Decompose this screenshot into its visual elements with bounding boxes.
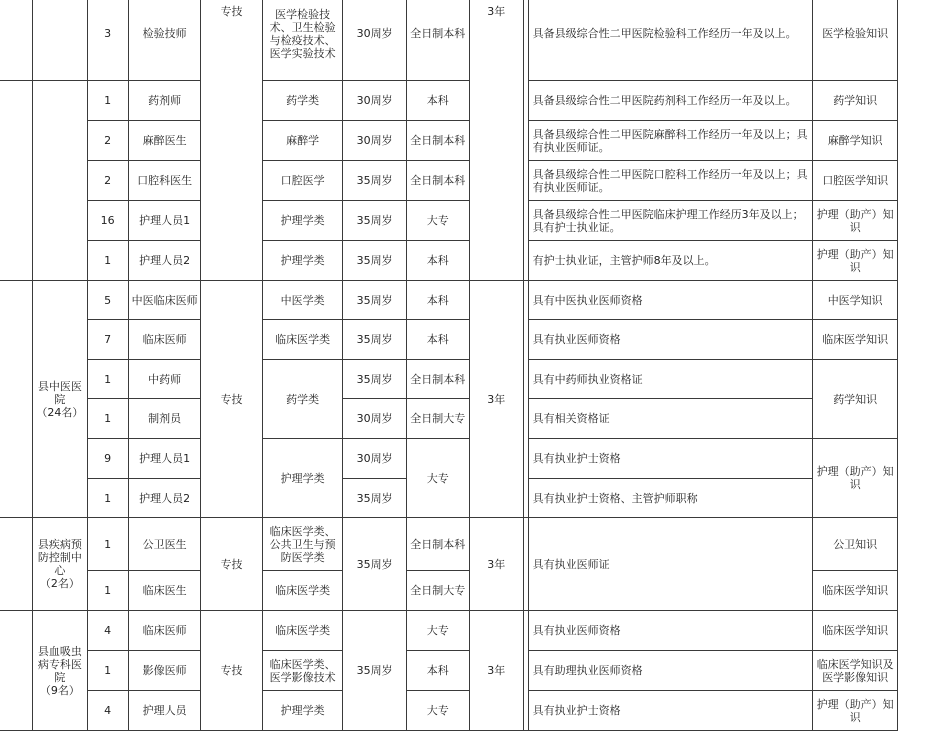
education-cell: 全日制大专 [406, 399, 469, 439]
requirement-cell: 具备县级综合性二甲医院药剂科工作经历一年及以上。 [528, 81, 813, 121]
count-cell: 5 [87, 281, 128, 320]
education-cell: 本科 [406, 241, 469, 281]
major-cell: 临床医学类、医学影像技术 [262, 651, 343, 691]
major-cell: 护理学类 [262, 201, 343, 241]
education-cell: 本科 [406, 320, 469, 360]
position-cell: 影像医师 [128, 651, 201, 691]
age-cell: 30周岁 [343, 121, 406, 161]
table-row [0, 399, 898, 439]
requirement-cell: 具备县级综合性二甲医院临床护理工作经历3年及以上；具有护士执业证。 [528, 201, 813, 241]
serial-number-cell [0, 518, 33, 611]
exam-content-cell: 口腔医学知识 [813, 161, 898, 201]
post-type-cell: 专技 [201, 611, 262, 731]
post-type-cell: 专技 [201, 0, 262, 281]
age-cell: 30周岁 [343, 0, 406, 81]
table-row [0, 0, 898, 81]
count-cell: 1 [87, 571, 128, 611]
position-cell: 护理人员2 [128, 479, 201, 518]
age-cell: 35周岁 [343, 479, 406, 518]
count-cell: 1 [87, 651, 128, 691]
exam-content-cell: 护理（助产）知识 [813, 439, 898, 518]
unit-name: 县血吸虫病专科医院 [37, 644, 82, 684]
table-row [0, 201, 898, 241]
unit-quota: （2名） [39, 577, 80, 590]
exam-content-cell: 临床医学知识及医学影像知识 [813, 651, 898, 691]
position-cell: 护理人员 [128, 691, 201, 731]
major-cell: 药学类 [262, 360, 343, 439]
age-cell: 30周岁 [343, 81, 406, 121]
count-cell: 4 [87, 691, 128, 731]
position-cell: 护理人员1 [128, 201, 201, 241]
major-cell: 临床医学类 [262, 611, 343, 651]
education-cell: 大专 [406, 611, 469, 651]
exam-content-cell: 中医学知识 [813, 281, 898, 320]
exam-content-cell: 麻醉学知识 [813, 121, 898, 161]
exam-content-cell: 临床医学知识 [813, 611, 898, 651]
position-cell: 制剂员 [128, 399, 201, 439]
education-cell: 本科 [406, 81, 469, 121]
exam-content-cell: 护理（助产）知识 [813, 691, 898, 731]
count-cell: 1 [87, 241, 128, 281]
requirement-cell: 具有助理执业医师资格 [528, 651, 813, 691]
position-cell: 检验技师 [128, 0, 201, 81]
education-cell: 大专 [406, 201, 469, 241]
requirement-cell: 具有中药师执业资格证 [528, 360, 813, 399]
requirement-cell: 具备县级综合性二甲医院口腔科工作经历一年及以上；具有执业医师证。 [528, 161, 813, 201]
age-cell: 35周岁 [343, 201, 406, 241]
table-row [0, 161, 898, 201]
serial-number-cell [0, 611, 33, 731]
major-cell: 临床医学类、公共卫生与预防医学类 [262, 518, 343, 571]
major-cell: 护理学类 [262, 241, 343, 281]
requirement-cell: 具有中医执业医师资格 [528, 281, 813, 320]
position-cell: 临床医师 [128, 320, 201, 360]
position-cell: 药剂师 [128, 81, 201, 121]
requirement-cell: 有护士执业证，主管护师8年及以上。 [528, 241, 813, 281]
age-cell: 35周岁 [343, 320, 406, 360]
position-cell: 护理人员1 [128, 439, 201, 479]
exam-content-cell: 护理（助产）知识 [813, 201, 898, 241]
education-cell: 全日制本科 [406, 121, 469, 161]
unit-name: 县疾病预防控制中心 [37, 538, 82, 577]
age-cell: 35周岁 [343, 360, 406, 399]
position-cell: 护理人员2 [128, 241, 201, 281]
major-cell: 医学检验技术、卫生检验与检疫技术、医学实验技术 [262, 0, 343, 81]
education-cell: 本科 [406, 281, 469, 320]
exam-content-cell: 公卫知识 [813, 518, 898, 571]
education-cell: 本科 [406, 651, 469, 691]
unit-cell [33, 611, 87, 731]
table-row [0, 121, 898, 161]
major-cell: 麻醉学 [262, 121, 343, 161]
education-cell: 全日制本科 [406, 0, 469, 81]
requirement-cell: 具有执业护士资格 [528, 691, 813, 731]
major-cell: 临床医学类 [262, 571, 343, 611]
count-cell: 1 [87, 518, 128, 571]
major-cell: 临床医学类 [262, 320, 343, 360]
major-cell: 中医学类 [262, 281, 343, 320]
count-cell: 16 [87, 201, 128, 241]
unit-name: 县中医医院 [37, 379, 82, 406]
table-row [0, 691, 898, 731]
requirement-cell: 具有执业医师资格 [528, 611, 813, 651]
age-cell: 35周岁 [343, 518, 406, 611]
exam-content-cell: 医学检验知识 [813, 0, 898, 81]
requirement-cell: 具有相关资格证 [528, 399, 813, 439]
age-cell: 30周岁 [343, 439, 406, 479]
requirement-cell: 具有执业医师证 [528, 518, 813, 611]
education-cell: 全日制本科 [406, 360, 469, 399]
exam-content-cell: 护理（助产）知识 [813, 241, 898, 281]
count-cell: 1 [87, 81, 128, 121]
table-row [0, 81, 898, 121]
exam-content-cell: 临床医学知识 [813, 320, 898, 360]
requirement-cell: 具有执业医师资格 [528, 320, 813, 360]
serial-number-cell [0, 281, 33, 518]
contract-period-cell: 3年 [469, 281, 523, 518]
major-cell: 护理学类 [262, 439, 343, 518]
post-type-cell: 专技 [201, 281, 262, 518]
table-row [0, 360, 898, 399]
count-cell: 1 [87, 479, 128, 518]
unit-cell [33, 281, 87, 518]
education-cell: 大专 [406, 439, 469, 518]
age-cell: 35周岁 [343, 161, 406, 201]
table-row [0, 241, 898, 281]
age-cell: 35周岁 [343, 611, 406, 731]
unit-quota: （24名） [36, 405, 84, 419]
count-cell: 3 [87, 0, 128, 81]
position-cell: 麻醉医生 [128, 121, 201, 161]
table-row [0, 611, 898, 651]
exam-content-cell: 药学知识 [813, 81, 898, 121]
count-cell: 4 [87, 611, 128, 651]
unit-cell [33, 518, 87, 611]
education-cell: 全日制本科 [406, 518, 469, 571]
table-row [0, 320, 898, 360]
contract-period-cell: 3年 [469, 0, 523, 281]
count-cell: 7 [87, 320, 128, 360]
position-cell: 临床医生 [128, 571, 201, 611]
requirement-cell: 具有执业护士资格、主管护师职称 [528, 479, 813, 518]
unit-quota: （9名） [39, 683, 80, 697]
requirement-cell: 具备县级综合性二甲医院麻醉科工作经历一年及以上；具有执业医师证。 [528, 121, 813, 161]
age-cell: 35周岁 [343, 281, 406, 320]
exam-content-cell: 药学知识 [813, 360, 898, 439]
contract-period-cell: 3年 [469, 518, 523, 611]
position-cell: 中医临床医师 [128, 281, 201, 320]
count-cell: 9 [87, 439, 128, 479]
table-row [0, 281, 898, 320]
position-cell: 口腔科医生 [128, 161, 201, 201]
position-cell: 公卫医生 [128, 518, 201, 571]
position-cell: 中药师 [128, 360, 201, 399]
education-cell: 大专 [406, 691, 469, 731]
education-cell: 全日制本科 [406, 161, 469, 201]
table-row [0, 651, 898, 691]
post-type-cell: 专技 [201, 518, 262, 611]
count-cell: 2 [87, 161, 128, 201]
requirement-cell: 具备县级综合性二甲医院检验科工作经历一年及以上。 [528, 0, 813, 81]
position-cell: 临床医师 [128, 611, 201, 651]
count-cell: 2 [87, 121, 128, 161]
count-cell: 1 [87, 399, 128, 439]
major-cell: 护理学类 [262, 691, 343, 731]
count-cell: 1 [87, 360, 128, 399]
education-cell: 全日制大专 [406, 571, 469, 611]
major-cell: 口腔医学 [262, 161, 343, 201]
age-cell: 35周岁 [343, 241, 406, 281]
table-row [0, 439, 898, 479]
age-cell: 30周岁 [343, 399, 406, 439]
contract-period-cell: 3年 [469, 611, 523, 731]
major-cell: 药学类 [262, 81, 343, 121]
exam-content-cell: 临床医学知识 [813, 571, 898, 611]
requirement-cell: 具有执业护士资格 [528, 439, 813, 479]
table-row [0, 518, 898, 571]
